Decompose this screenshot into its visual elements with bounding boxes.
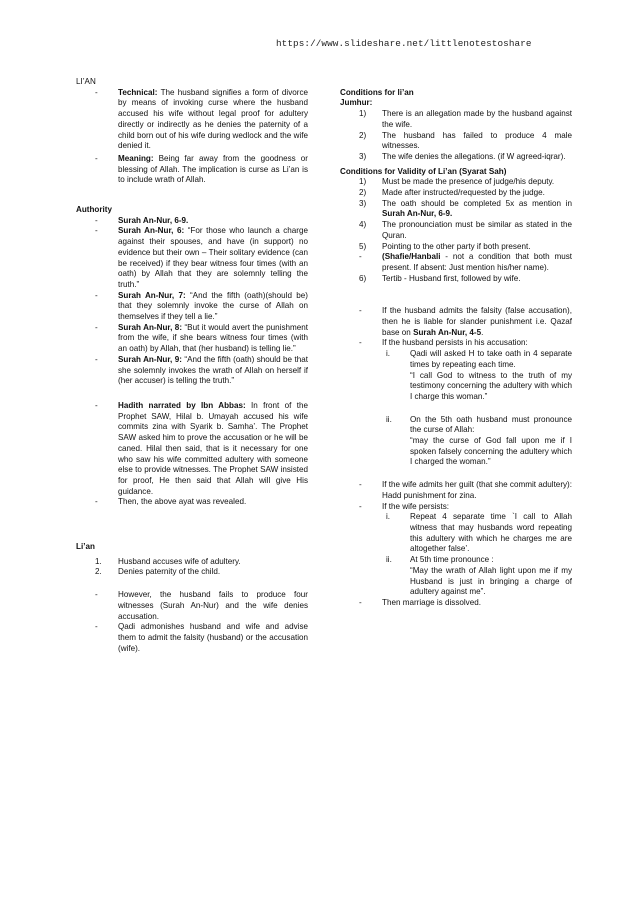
dash-marker: - — [359, 306, 362, 316]
dash-marker: - — [95, 215, 98, 225]
husband-admits-item: - If the husband admits the falsity (false accusation), then he is liable for slander punishment i.e. Qazaf base on Surah An-Nur, 4-5. — [359, 306, 572, 337]
validity-text: Made after instructed/requested by the judge. — [382, 188, 545, 198]
dash-marker: - — [95, 622, 98, 632]
technical-label: Technical: — [118, 87, 158, 97]
item-number: 3) — [359, 198, 367, 208]
validity-text: - not a condition that both must present. If absent: Just mention his/her name). — [382, 252, 572, 272]
condition-text: The wife denies the allegations. (if W agreed-iqrar). — [382, 151, 566, 161]
quote-text: “may the curse of God fall upon me if I spoken falsely concerning the adultery which I charged the woman.” — [410, 436, 572, 467]
step-text: Repeat 4 separate time `I call to Allah witness that may husbands word repeating this adultery with which he charges me are altogether false’. — [410, 512, 572, 554]
then-item — [76, 497, 308, 508]
dash-marker: - — [95, 497, 98, 507]
validity-ref: Surah An-Nur, 6-9. — [382, 209, 453, 219]
condition-item — [340, 152, 572, 163]
then-text: Then, the above ayat was revealed. — [118, 497, 247, 507]
husband-admits-text: If the husband admits the falsity (false accusation), then he is liable for slander punishment i.e. Qazaf base on — [382, 306, 572, 337]
hadith-item — [76, 401, 308, 497]
item-text: Husband accuses wife of adultery. — [118, 556, 241, 566]
lian-title: LI’AN — [76, 77, 96, 86]
validity-text: Tertib - Husband first, followed by wife. — [382, 273, 521, 283]
authority-ref: Surah An-Nur, 8: — [118, 322, 185, 332]
item-number: 2) — [359, 130, 367, 140]
numbered-item — [76, 557, 308, 568]
item-text: Denies paternity of the child. — [118, 567, 221, 577]
marriage-dissolved-text: Then marriage is dissolved. — [382, 597, 481, 607]
hadith-text: In front of the Prophet SAW, Hilal b. Umayah accused his wife commits zina with Syarik b. Samha’. The Prophet SAW asked him to prove the accusation or he will be caned. Hilal then said, that is it necessary for one who saw his wife committed adultery with someone else to provide witnesses. The Prophet SAW insisted for proof, He then said that Allah will give His guidance. — [118, 400, 308, 496]
roman-numeral: ii. — [386, 555, 392, 565]
dash-marker: - — [95, 322, 98, 332]
dash-marker: - — [95, 153, 98, 163]
quote-text: “I call God to witness to the truth of my testimony concerning the adultery with which I charge this woman.” — [410, 370, 572, 401]
quote-text: “May the wrath of Allah light upon me if my Husband is just in bringing a charge of adultery against me”. — [410, 565, 572, 597]
wife-admits-text: If the wife admits her guilt (that she commit adultery): Hadd punishment for zina. — [382, 480, 572, 500]
marriage-dissolved-item — [340, 598, 572, 609]
authority-item — [76, 323, 308, 355]
item-number: 2) — [359, 188, 367, 198]
dash-marker: - — [359, 252, 362, 262]
validity-item — [340, 252, 572, 273]
technical-text: The husband signifies a form of divorce by means of invoking curse where the husband accused his wife without legal proof for adultery directly or indirectly as he denies the paternity of a child born out of his wife during wedlock and the wife denied it. — [118, 87, 308, 151]
source-url[interactable]: https://www.slideshare.net/littlenotestoshare — [276, 38, 532, 49]
authority-text: “But it would avert the punishment from the wife, if she bears witness four times (with an oath) by Allah, that (her husband) is telling lie.” — [118, 322, 308, 354]
dash-marker: - — [95, 400, 98, 410]
condition-text: The husband has failed to produce 4 male witnesses. — [382, 130, 572, 151]
step-text: At 5th time pronounce : — [410, 555, 494, 565]
dash-marker: - — [359, 480, 362, 490]
meaning-text: Being far away from the goodness or blessing of Allah. The implication is curse as Li’an is to include wrath of Allah. — [118, 153, 308, 185]
item-number: 1) — [359, 109, 367, 119]
validity-text: The pronounciation must be similar as stated in the Quran. — [382, 220, 572, 240]
dash-text: However, the husband fails to produce four witnesses (Surah An-Nur) and the wife denies accusation. — [118, 590, 308, 621]
husband-step-i — [340, 349, 572, 370]
roman-numeral: i. — [386, 512, 391, 522]
validity-item — [340, 177, 572, 188]
validity-item — [340, 199, 572, 220]
meaning-item — [76, 154, 308, 186]
validity-text: Pointing to the other party if both present. — [382, 241, 531, 251]
roman-numeral: ii. — [386, 414, 392, 424]
item-number: 2. — [95, 567, 102, 577]
validity-item — [340, 188, 572, 199]
hadith-label: Hadith narrated by Ibn Abbas: — [118, 400, 246, 410]
validity-text: The oath should be completed 5x as mention in — [382, 198, 572, 208]
item-number: 6) — [359, 273, 367, 283]
conditions-title: Conditions for li’an — [340, 87, 414, 97]
husband-curse-quote — [340, 436, 572, 468]
husband-persists-text: If the husband persists in his accusation: — [382, 338, 528, 348]
dash-item — [76, 622, 308, 654]
condition-item — [340, 109, 572, 130]
qazaf-ref: Surah An-Nur, 4-5 — [413, 327, 482, 337]
authority-text: “And the fifth (oath)(should be) that they solemnly invoke the curse of Allah on themselves if they tell a lie.” — [118, 290, 308, 322]
wife-curse-quote — [340, 566, 572, 598]
numbered-item — [76, 567, 308, 578]
technical-item — [76, 88, 308, 152]
item-number: 5) — [359, 241, 367, 251]
authority-ref: Surah An-Nur, 9: — [118, 354, 185, 364]
authority-title: Authority — [76, 205, 112, 215]
authority-item — [76, 216, 308, 227]
condition-item — [340, 131, 572, 152]
dash-marker: - — [95, 354, 98, 364]
dash-marker: - — [95, 590, 98, 600]
dash-marker: - — [95, 226, 98, 236]
lian-section-title: Li’an — [76, 542, 95, 552]
right-column — [340, 77, 572, 609]
authority-text: “And the fifth (oath) should be that she solemnly invokes the wrath of Allah on herself if (her accuser) is telling the truth.” — [118, 354, 308, 386]
condition-text: There is an allegation made by the husband against the wife. — [382, 109, 572, 129]
authority-ref: Surah An-Nur, 7: — [118, 290, 190, 300]
jumhur-label: Jumhur: — [340, 98, 373, 108]
item-number: 1. — [95, 556, 102, 566]
dash-marker: - — [359, 597, 362, 607]
wife-step-ii — [340, 555, 572, 566]
validity-item — [340, 274, 572, 285]
meaning-label: Meaning: — [118, 153, 154, 163]
wife-persists-item — [340, 502, 572, 513]
husband-persists-item — [340, 338, 572, 349]
dash-marker: - — [359, 338, 362, 348]
item-number: 3) — [359, 151, 367, 161]
validity-ref: (Shafie/Hanbali — [382, 252, 441, 262]
roman-numeral: i. — [386, 349, 391, 359]
validity-title: Conditions for Validity of Li’an (Syarat Sah) — [340, 166, 507, 176]
authority-item — [76, 291, 308, 323]
validity-item — [340, 242, 572, 253]
validity-text: Must be made the presence of judge/his deputy. — [382, 177, 555, 187]
authority-text: “For those who launch a charge against their spouses, and have (in support) no evidence but their own – Their solitary evidence (can be received) if they bear witness four times (with an oath) by Allah that they are solemnly telling the truth.” — [118, 226, 309, 289]
step-text: On the 5th oath husband must pronounce the curse of Allah: — [410, 414, 572, 435]
item-number: 1) — [359, 177, 367, 187]
wife-persists-text: If the wife persists: — [382, 501, 450, 511]
step-text: Qadi will asked H to take oath in 4 separate times by repeating each time. — [410, 349, 572, 369]
dash-marker: - — [95, 290, 98, 300]
wife-admits-item — [340, 480, 572, 501]
dash-text: Qadi admonishes husband and wife and advise them to admit the falsity (husband) or the accusation (wife). — [118, 622, 308, 653]
dash-marker: - — [95, 87, 98, 97]
dash-item — [76, 590, 308, 622]
authority-item — [76, 355, 308, 387]
item-number: 4) — [359, 220, 367, 230]
validity-item — [340, 220, 572, 241]
authority-ref: Surah An-Nur, 6: — [118, 226, 188, 236]
wife-step-i — [340, 512, 572, 555]
husband-oath-quote — [340, 371, 572, 403]
left-column — [76, 77, 308, 654]
husband-step-ii — [340, 415, 572, 436]
dash-marker: - — [359, 501, 362, 511]
authority-ref: Surah An-Nur, 6-9. — [118, 215, 189, 225]
authority-item — [76, 226, 308, 290]
